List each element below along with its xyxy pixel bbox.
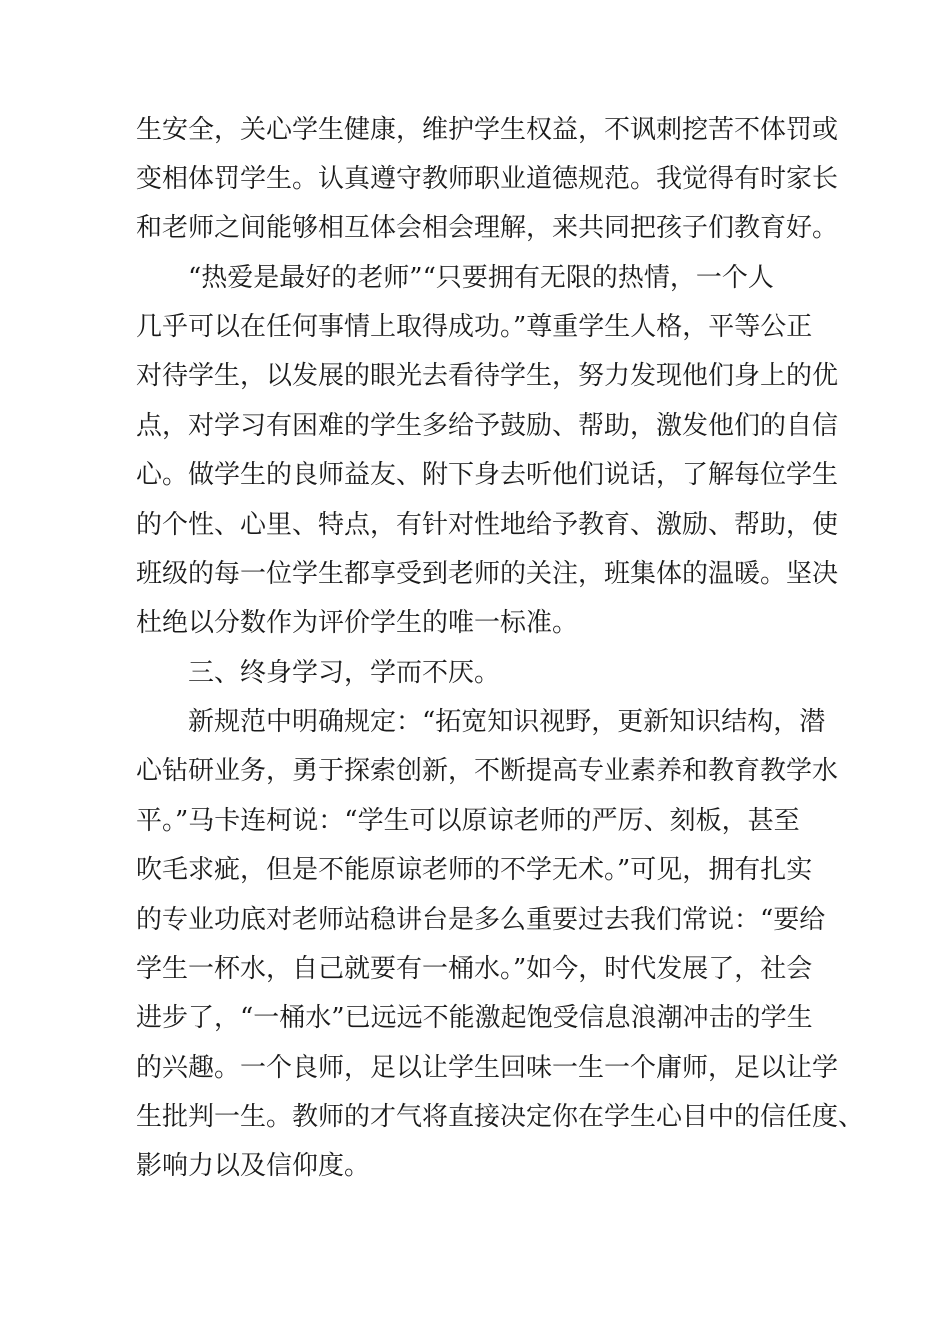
text-line: 影响力以及信仰度。 [136,1151,371,1181]
section-heading: 三、终身学习，学而不厌。 [188,658,501,688]
paragraph-first-line: 新规范中明确规定：“拓宽知识视野，更新知识结构，潜 [188,707,826,737]
text-line: 杜绝以分数作为评价学生的唯一标准。 [136,608,579,638]
text-line: 生安全，关心学生健康，维护学生权益，不讽刺挖苦不体罚或 [136,115,839,145]
text-line: 心。做学生的良师益友、附下身去听他们说话，了解每位学生 [136,460,839,490]
text-line: 班级的每一位学生都享受到老师的关注，班集体的温暖。坚决 [136,559,839,589]
text-line: 平。”马卡连柯说：“学生可以原谅老师的严厉、刻板，甚至 [136,806,800,836]
text-line: 对待学生，以发展的眼光去看待学生，努力发现他们身上的优 [136,361,839,391]
text-line: 几乎可以在任何事情上取得成功。”尊重学生人格，平等公正 [136,312,813,342]
text-line: 进步了，“一桶水”已远远不能激起饱受信息浪潮冲击的学生 [136,1003,813,1033]
text-line: 的专业功底对老师站稳讲台是多么重要过去我们常说：“要给 [136,905,826,935]
text-line: 点，对学习有困难的学生多给予鼓励、帮助，激发他们的自信 [136,411,839,441]
text-line: 的兴趣。一个良师，足以让学生回味一生一个庸师，足以让学 [136,1053,839,1083]
paragraph-first-line: “热爱是最好的老师”“只要拥有无限的热情，一个人 [188,263,774,293]
text-line: 生批判一生。教师的才气将直接决定你在学生心目中的信任度、 [136,1102,865,1132]
text-line: 变相体罚学生。认真遵守教师职业道德规范。我觉得有时家长 [136,164,839,194]
text-line: 的个性、心里、特点，有针对性地给予教育、激励、帮助，使 [136,510,839,540]
text-line: 学生一杯水，自己就要有一桶水。”如今，时代发展了，社会 [136,954,813,984]
text-line: 和老师之间能够相互体会相会理解，来共同把孩子们教育好。 [136,213,839,243]
text-line: 心钻研业务，勇于探索创新，不断提高专业素养和教育教学水 [136,756,839,786]
text-line: 吹毛求疵，但是不能原谅老师的不学无术。”可见，拥有扎实 [136,855,813,885]
